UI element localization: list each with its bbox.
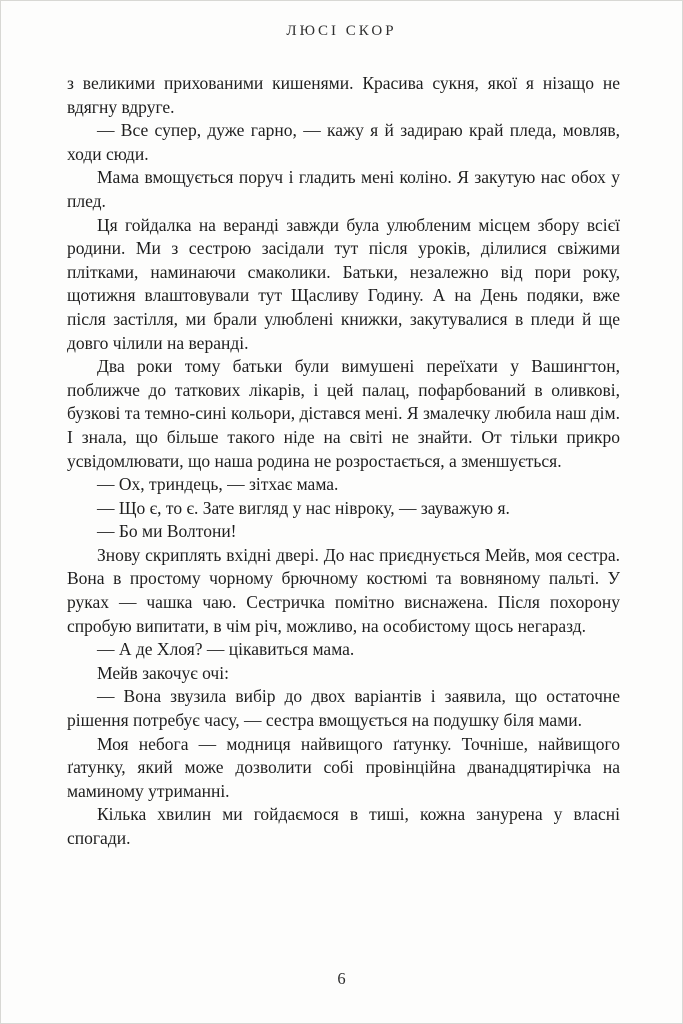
paragraph: Мама вмощується поруч і гладить мені коліно. Я закутую нас обох у плед.	[67, 167, 620, 211]
paragraph-dialogue: — Вона звузила вибір до двох варіантів і заявила, що остаточне рішення потребує часу, — сестра вмощується на подушку біля мами.	[67, 686, 620, 731]
paragraph: Два роки тому батьки були вимушені переїхати у Вашингтон, поближче до таткових лікарів, і цей палац, пофарбований в оливкові, бузкові та темно-сині кольори, дістався мені. Я змалечку любила наш дім. І знала, що більше такого ніде на світі не знайти. От тільки прикро усвідомлювати, що наша родина не розростається, а зменшується.	[67, 356, 620, 471]
paragraph-dialogue: — Все супер, дуже гарно, — кажу я й задираю край пледа, мовляв, ходи сюди.	[67, 120, 620, 164]
paragraph: Кілька хвилин ми гойдаємося в тиші, кожна занурена у власні спогади.	[67, 804, 620, 848]
page-number: 6	[337, 969, 346, 988]
paragraph: Знову скриплять вхідні двері. До нас приєднується Мейв, моя сестра. Вона в простому чорному брючному костюмі та вовняному пальті. У руках — чашка чаю. Сестричка помітно виснажена. Після похорону спробую випитати, в чім річ, можливо, на особистому щось негаразд.	[67, 544, 620, 636]
paragraph-dialogue: — Що є, то є. Зате вигляд у нас нівроку, — зауважую я.	[97, 497, 510, 518]
paragraph: Мейв закочує очі:	[97, 662, 229, 683]
paragraph-dialogue: — А де Хлоя? — цікавиться мама.	[97, 639, 355, 660]
paragraph: з великими прихованими кишенями. Красива сукня, якої я нізащо не вдягну вдруге.	[67, 73, 620, 117]
paragraph-dialogue: — Ох, триндець, — зітхає мама.	[97, 474, 339, 495]
paragraph: Ця гойдалка на веранді завжди була улюбленим місцем збору всієї родини. Ми з сестрою засідали тут після уроків, ділилися свіжими плітками, наминаючи смаколики. Батьки, незалежно від пори року, щотижня влаштовували тут Щасливу Годину. А на День подяки, вже після застілля, ми брали улюблені книжки, закутувалися в пледи й ще довго чілили на веранді.	[67, 214, 620, 353]
paragraph-dialogue: — Бо ми Волтони!	[97, 521, 237, 542]
paragraph: Моя небога — модниця найвищого ґатунку. Точніше, найвищого ґатунку, який може дозволити собі провінційна дванадцятирічка на маминому утриманні.	[67, 733, 620, 801]
body-text	[67, 72, 620, 851]
running-header: ЛЮСІ СКОР	[286, 23, 397, 39]
